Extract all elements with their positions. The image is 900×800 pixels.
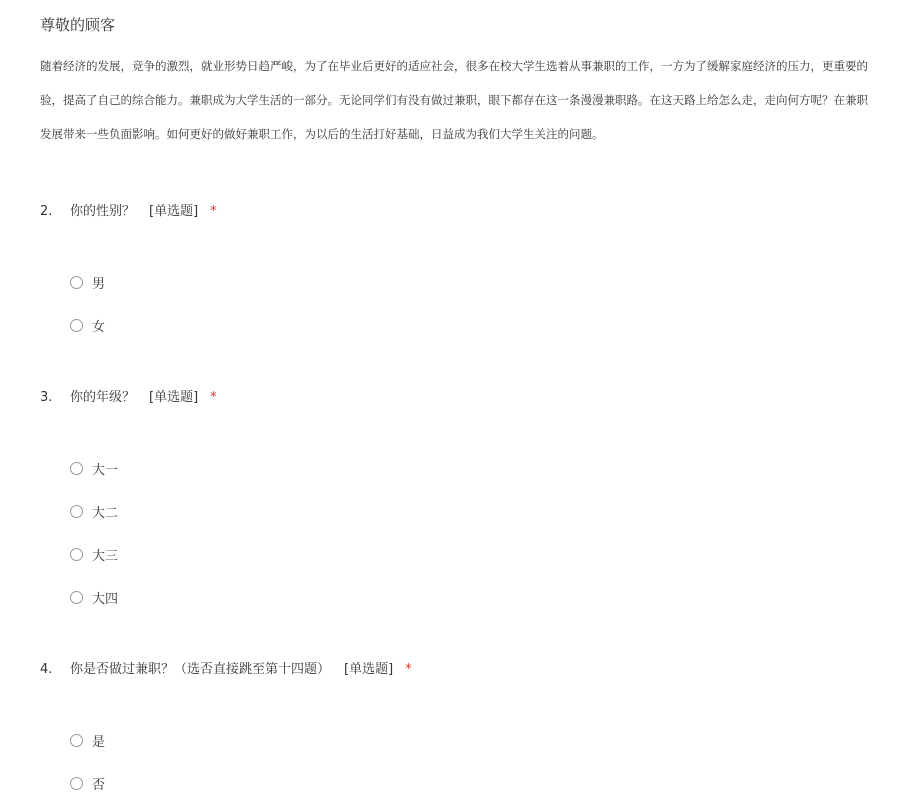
question-number: 3. <box>40 390 53 405</box>
option-sophomore[interactable] <box>70 501 118 521</box>
option-label: 大一 <box>92 462 119 478</box>
option-yes[interactable] <box>70 730 105 750</box>
option-senior[interactable] <box>70 587 118 607</box>
question-type: [单选题] <box>149 390 199 405</box>
question-type: [单选题] <box>344 662 394 677</box>
radio-button[interactable] <box>70 777 83 790</box>
option-female[interactable] <box>70 315 105 335</box>
question-grade <box>40 386 880 606</box>
radio-button[interactable] <box>70 276 83 289</box>
option-freshman[interactable] <box>70 458 118 478</box>
survey-intro <box>40 55 900 157</box>
question-type: [单选题] <box>149 204 199 219</box>
option-male[interactable] <box>70 272 105 292</box>
question-title <box>40 658 880 682</box>
radio-button[interactable] <box>70 505 83 518</box>
option-label: 大四 <box>92 591 119 607</box>
question-title <box>40 386 880 410</box>
option-no[interactable] <box>70 773 105 793</box>
option-label: 大三 <box>92 548 119 564</box>
question-text: 你的年级？ <box>70 390 136 405</box>
radio-button[interactable] <box>70 734 83 747</box>
intro-line: 验，提高了自己的综合能力。兼职成为大学生活的一部分。无论同学们有没有做过兼职，眼下都存在这一条漫漫兼职路。在这天路上给怎么走，走向何方呢？在兼职 <box>40 93 868 107</box>
question-number: 4. <box>40 662 53 677</box>
option-label: 是 <box>92 734 106 750</box>
radio-button[interactable] <box>70 319 83 332</box>
intro-line: 发展带来一些负面影响。如何更好的做好兼职工作，为以后的生活打好基础，日益成为我们大学生关注的问题。 <box>40 127 604 141</box>
radio-button[interactable] <box>70 462 83 475</box>
option-label: 女 <box>92 319 106 335</box>
question-gender <box>40 200 880 340</box>
option-junior[interactable] <box>70 544 118 564</box>
required-marker: * <box>210 204 217 219</box>
question-text: 你是否做过兼职？（选否直接跳至第十四题） <box>70 662 331 677</box>
question-number: 2. <box>40 204 53 219</box>
radio-button[interactable] <box>70 591 83 604</box>
question-title <box>40 200 880 224</box>
required-marker: * <box>405 662 412 677</box>
survey-greeting: 尊敬的顾客 <box>40 16 116 34</box>
required-marker: * <box>210 390 217 405</box>
question-part-time <box>40 658 880 798</box>
question-text: 你的性别？ <box>70 204 136 219</box>
radio-button[interactable] <box>70 548 83 561</box>
option-label: 男 <box>92 276 106 292</box>
option-label: 大二 <box>92 505 119 521</box>
option-label: 否 <box>92 777 106 793</box>
intro-line: 随着经济的发展，竞争的激烈，就业形势日趋严峻，为了在毕业后更好的适应社会，很多在校大学生选着从事兼职的工作，一方为了缓解家庭经济的压力，更重要的 <box>40 59 868 73</box>
